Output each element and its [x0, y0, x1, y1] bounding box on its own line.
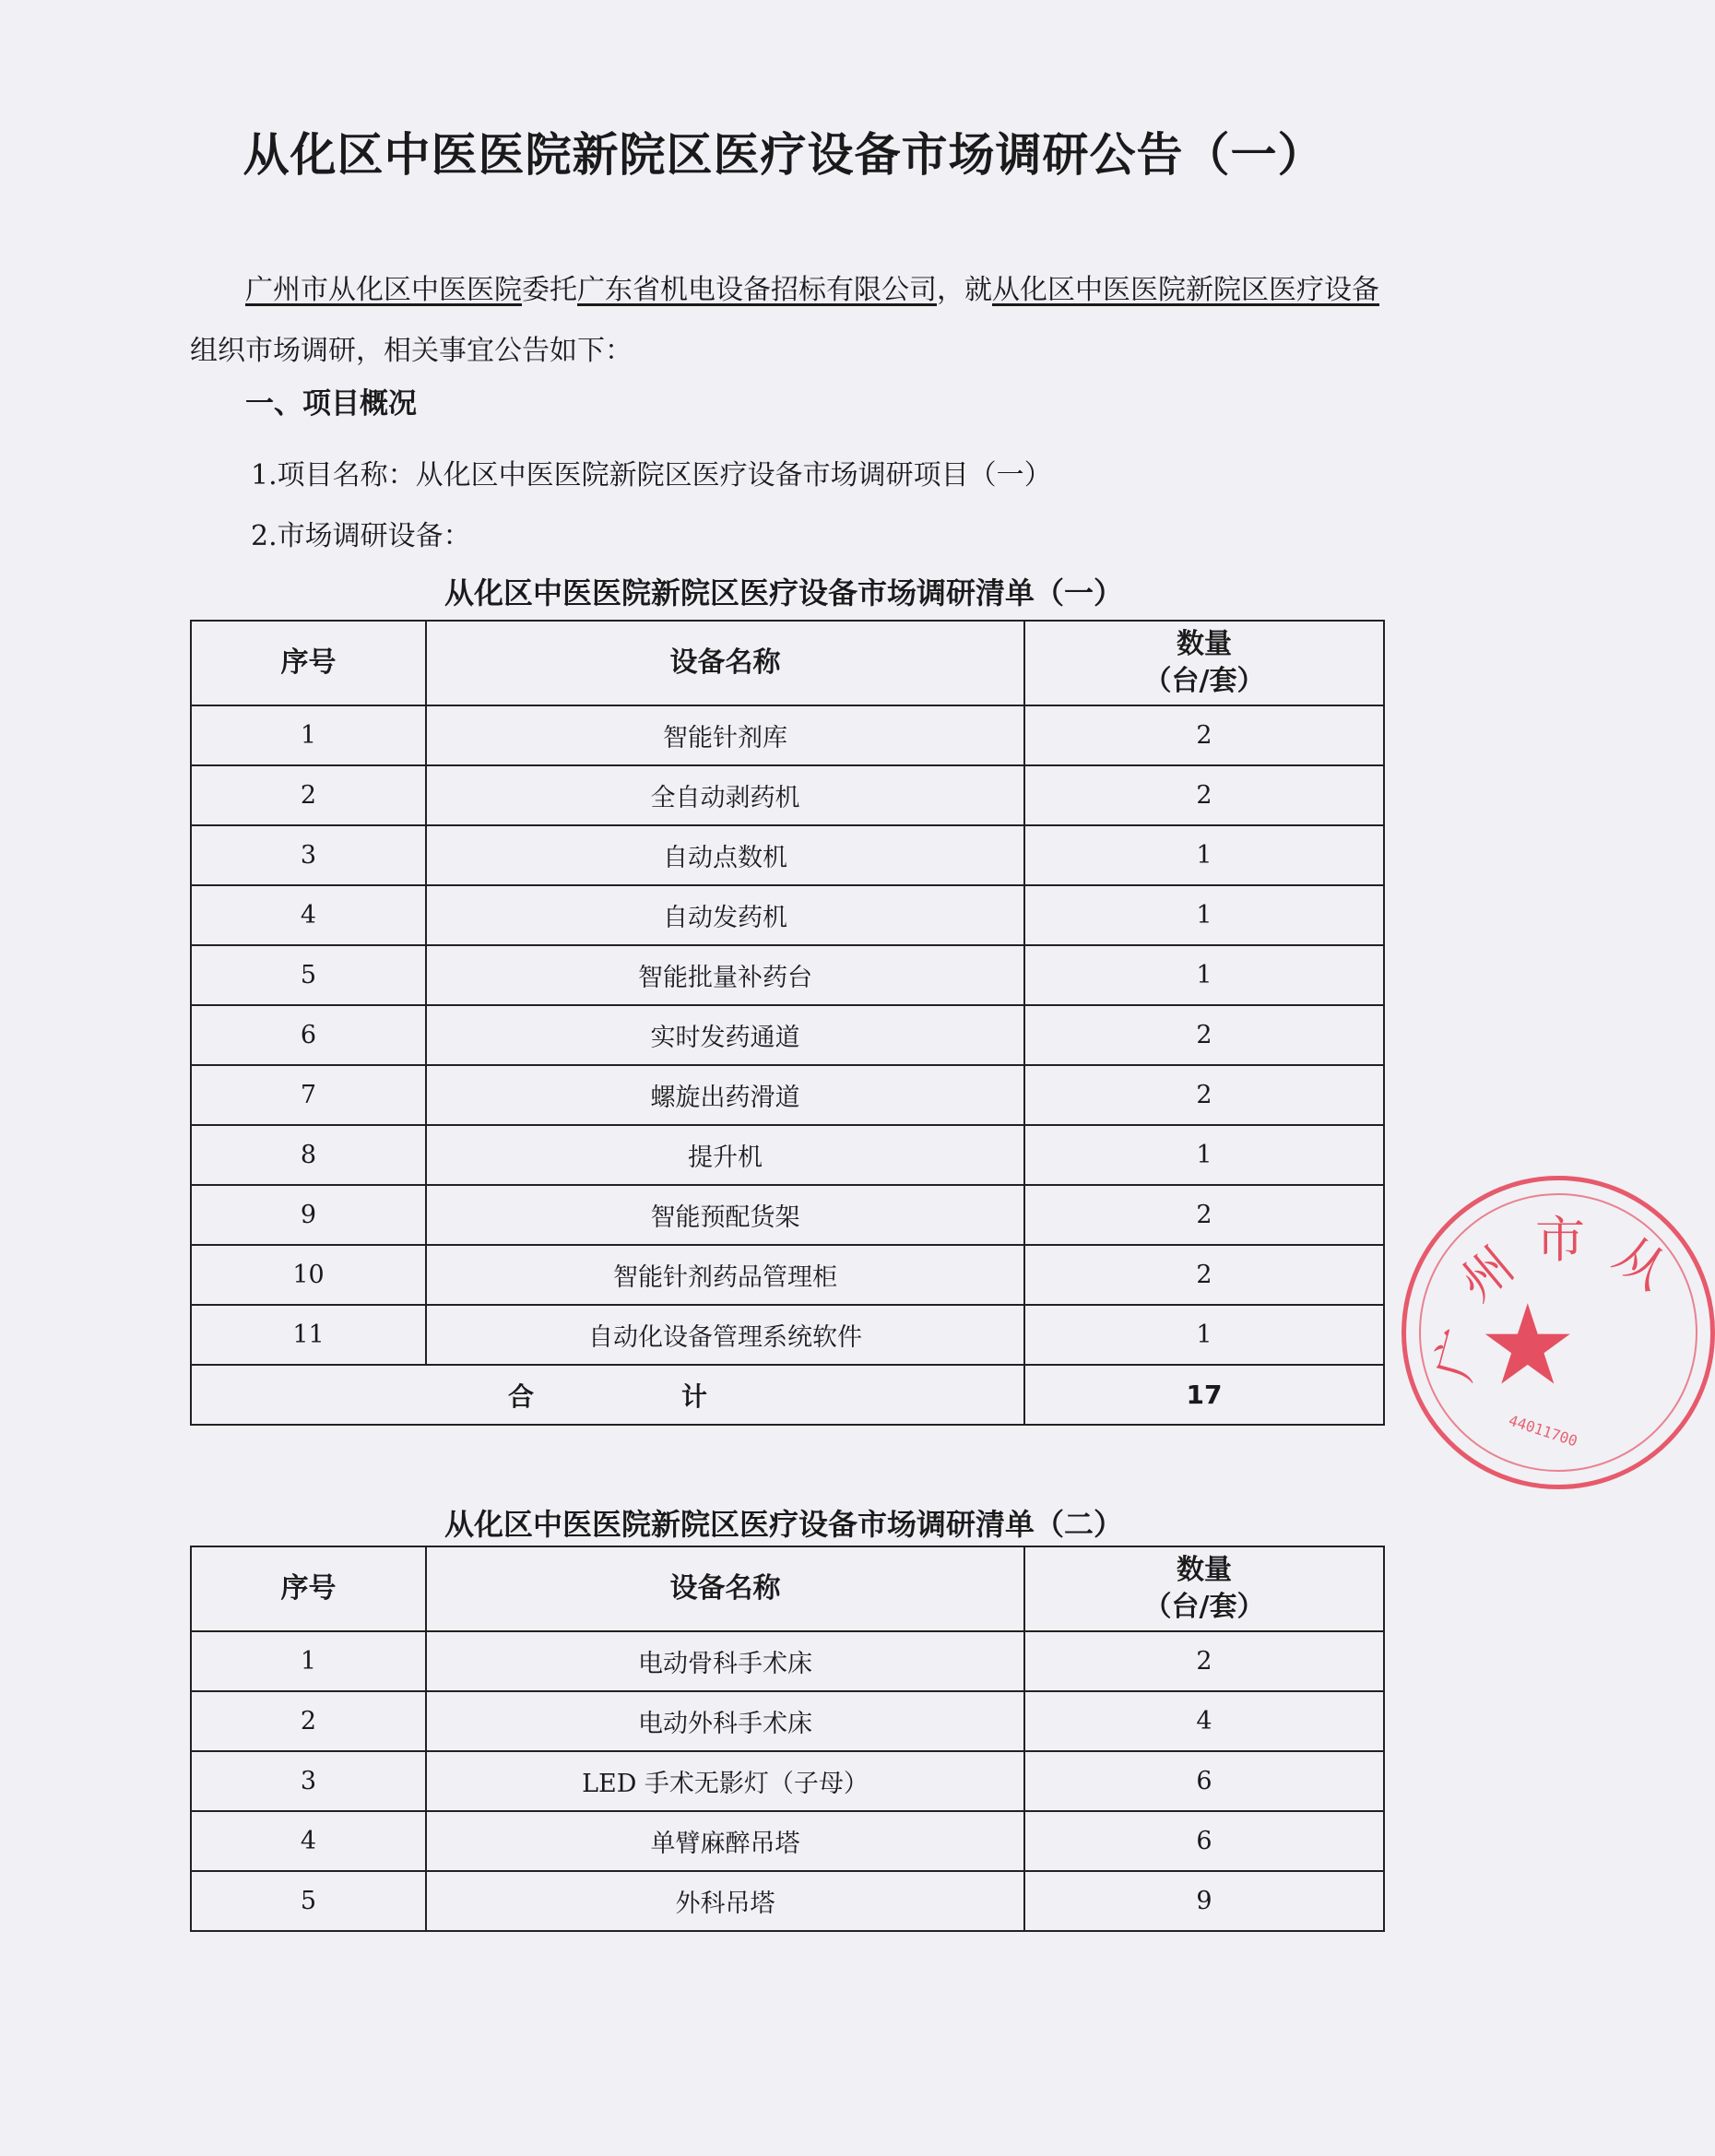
row-device-name: 螺旋出药滑道 [426, 1065, 1024, 1125]
row-quantity: 2 [1024, 1065, 1384, 1125]
row-quantity: 2 [1024, 1245, 1384, 1305]
row-device-name: 智能针剂药品管理柜 [426, 1245, 1024, 1305]
row-quantity: 4 [1024, 1691, 1384, 1751]
row-device-name: 实时发药通道 [426, 1005, 1024, 1065]
list2-title: 从化区中医医院新院区医疗设备市场调研清单（二） [444, 1507, 1123, 1542]
row-quantity: 1 [1024, 1125, 1384, 1185]
total-label-a: 合 [507, 1380, 534, 1412]
row-index: 10 [191, 1245, 426, 1305]
row-index: 11 [191, 1305, 426, 1365]
table-row [191, 1871, 1384, 1931]
agency-name: 广东省机电设备招标有限公司 [577, 274, 937, 306]
header-quantity-unit: （台/套） [1143, 1591, 1265, 1623]
table-row [191, 885, 1384, 945]
list2-table [190, 1546, 1385, 1932]
official-seal [1402, 1176, 1715, 1489]
table-row [191, 1125, 1384, 1185]
row-index: 1 [191, 705, 426, 765]
row-quantity: 1 [1024, 825, 1384, 885]
row-device-name: LED 手术无影灯（子母） [426, 1751, 1024, 1811]
row-index: 7 [191, 1065, 426, 1125]
row-quantity: 6 [1024, 1811, 1384, 1871]
header-quantity [1024, 1546, 1384, 1631]
total-value: 17 [1024, 1365, 1384, 1425]
header-device-name: 设备名称 [426, 1546, 1024, 1631]
row-device-name: 智能批量补药台 [426, 945, 1024, 1005]
row-index: 9 [191, 1185, 426, 1245]
row-device-name: 智能预配货架 [426, 1185, 1024, 1245]
seal-star-icon: ★ [1478, 1282, 1578, 1410]
intro-entrust: 委托 [522, 274, 577, 306]
header-index: 序号 [191, 1546, 426, 1631]
row-quantity: 1 [1024, 945, 1384, 1005]
intro-paragraph [190, 260, 1389, 382]
total-label-b: 计 [681, 1380, 708, 1412]
header-quantity [1024, 621, 1384, 705]
row-index: 4 [191, 1811, 426, 1871]
client-name: 广州市从化区中医医院 [245, 274, 522, 306]
survey-equipment-item: 2.市场调研设备： [251, 520, 471, 552]
row-quantity: 1 [1024, 885, 1384, 945]
table-row [191, 1811, 1384, 1871]
row-device-name: 自动化设备管理系统软件 [426, 1305, 1024, 1365]
header-quantity-label: 数量 [1177, 628, 1232, 660]
seal-char: 市 [1535, 1211, 1585, 1269]
header-quantity-label: 数量 [1177, 1554, 1232, 1586]
row-index: 8 [191, 1125, 426, 1185]
row-quantity: 9 [1024, 1871, 1384, 1931]
table-row [191, 825, 1384, 885]
list1-title: 从化区中医医院新院区医疗设备市场调研清单（一） [444, 575, 1123, 610]
row-device-name: 电动外科手术床 [426, 1691, 1024, 1751]
row-device-name: 提升机 [426, 1125, 1024, 1185]
row-index: 4 [191, 885, 426, 945]
row-quantity: 6 [1024, 1751, 1384, 1811]
table-row [191, 1751, 1384, 1811]
header-device-name: 设备名称 [426, 621, 1024, 705]
row-device-name: 智能针剂库 [426, 705, 1024, 765]
intro-tail: 组织市场调研，相关事宜公告如下： [190, 335, 633, 367]
row-device-name: 电动骨科手术床 [426, 1631, 1024, 1691]
table-row [191, 1691, 1384, 1751]
table-row [191, 765, 1384, 825]
seal-char: 州 [1449, 1236, 1525, 1313]
table-row [191, 1185, 1384, 1245]
row-device-name: 全自动剥药机 [426, 765, 1024, 825]
seal-char: 广 [1424, 1323, 1494, 1387]
row-device-name: 自动发药机 [426, 885, 1024, 945]
section-heading-overview: 一、项目概况 [245, 387, 417, 421]
row-index: 5 [191, 1871, 426, 1931]
table-row [191, 1305, 1384, 1365]
row-index: 3 [191, 1751, 426, 1811]
table-row [191, 945, 1384, 1005]
table-row [191, 1245, 1384, 1305]
header-quantity-unit: （台/套） [1143, 665, 1265, 697]
table-row [191, 1005, 1384, 1065]
row-quantity: 2 [1024, 705, 1384, 765]
intro-for: ，就 [937, 274, 992, 306]
table-header-row [191, 1546, 1384, 1631]
row-device-name: 自动点数机 [426, 825, 1024, 885]
project-name-item: 1.项目名称：从化区中医医院新院区医疗设备市场调研项目（一） [251, 459, 1052, 492]
row-device-name: 外科吊塔 [426, 1871, 1024, 1931]
table-row [191, 705, 1384, 765]
row-index: 2 [191, 765, 426, 825]
row-quantity: 2 [1024, 1005, 1384, 1065]
row-index: 2 [191, 1691, 426, 1751]
row-quantity: 2 [1024, 765, 1384, 825]
row-index: 1 [191, 1631, 426, 1691]
page-title: 从化区中医医院新院区医疗设备市场调研公告（一） [242, 128, 1325, 182]
row-device-name: 单臂麻醉吊塔 [426, 1811, 1024, 1871]
project-subject: 从化区中医医院新院区医疗设备 [992, 274, 1379, 306]
total-row [191, 1365, 1384, 1425]
seal-char: 从 [1603, 1225, 1678, 1302]
row-quantity: 2 [1024, 1631, 1384, 1691]
table-row [191, 1631, 1384, 1691]
row-index: 6 [191, 1005, 426, 1065]
seal-code: 44011700 [1506, 1411, 1580, 1451]
row-index: 5 [191, 945, 426, 1005]
row-index: 3 [191, 825, 426, 885]
row-quantity: 2 [1024, 1185, 1384, 1245]
table-row [191, 1065, 1384, 1125]
header-index: 序号 [191, 621, 426, 705]
total-label [191, 1365, 1024, 1425]
row-quantity: 1 [1024, 1305, 1384, 1365]
list1-table [190, 620, 1385, 1426]
table-header-row [191, 621, 1384, 705]
